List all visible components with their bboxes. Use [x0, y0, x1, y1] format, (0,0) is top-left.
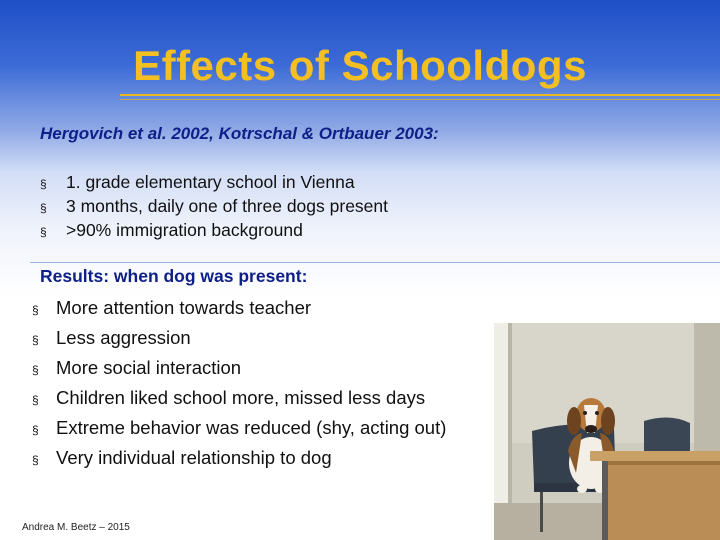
bullet-icon: § [40, 225, 47, 239]
list-item-text: Very individual relationship to dog [56, 447, 332, 468]
bullet-icon: § [32, 453, 39, 467]
footer-credit: Andrea M. Beetz – 2015 [22, 522, 130, 533]
list-item [40, 170, 388, 194]
list-item-text: Less aggression [56, 327, 191, 348]
list-item [40, 194, 388, 218]
bullet-icon: § [40, 177, 47, 191]
list-item-text: 1. grade elementary school in Vienna [66, 172, 355, 192]
list-item-text: More attention towards teacher [56, 297, 312, 318]
bullet-icon: § [32, 303, 39, 317]
list-item [32, 353, 446, 383]
bullet-icon: § [40, 201, 47, 215]
list-item-text: 3 months, daily one of three dogs present [66, 196, 389, 216]
list-item-text: Children liked school more, missed less days [56, 387, 426, 408]
section-divider [30, 262, 720, 263]
list-item-text: More social interaction [56, 357, 242, 378]
bullet-icon: § [32, 393, 39, 407]
dog-classroom-photo [494, 323, 720, 540]
study-details-list [40, 170, 388, 242]
title-underline-secondary [120, 99, 720, 100]
list-item [32, 323, 446, 353]
slide-title: Effects of Schooldogs [133, 42, 587, 89]
list-item [32, 293, 446, 323]
results-list [32, 293, 446, 473]
list-item [32, 443, 446, 473]
list-item-text: >90% immigration background [66, 220, 303, 240]
dog-on-chair-illustration [494, 323, 720, 540]
bullet-icon: § [32, 333, 39, 347]
title-underline [120, 94, 720, 96]
list-item-text: Extreme behavior was reduced (shy, acting out) [56, 417, 447, 438]
bullet-icon: § [32, 363, 39, 377]
citation-subtitle: Hergovich et al. 2002, Kotrschal & Ortbauer 2003: [40, 124, 439, 143]
results-heading: Results: when dog was present: [40, 266, 308, 286]
list-item [32, 413, 446, 443]
bullet-icon: § [32, 423, 39, 437]
list-item [40, 218, 388, 242]
list-item [32, 383, 446, 413]
